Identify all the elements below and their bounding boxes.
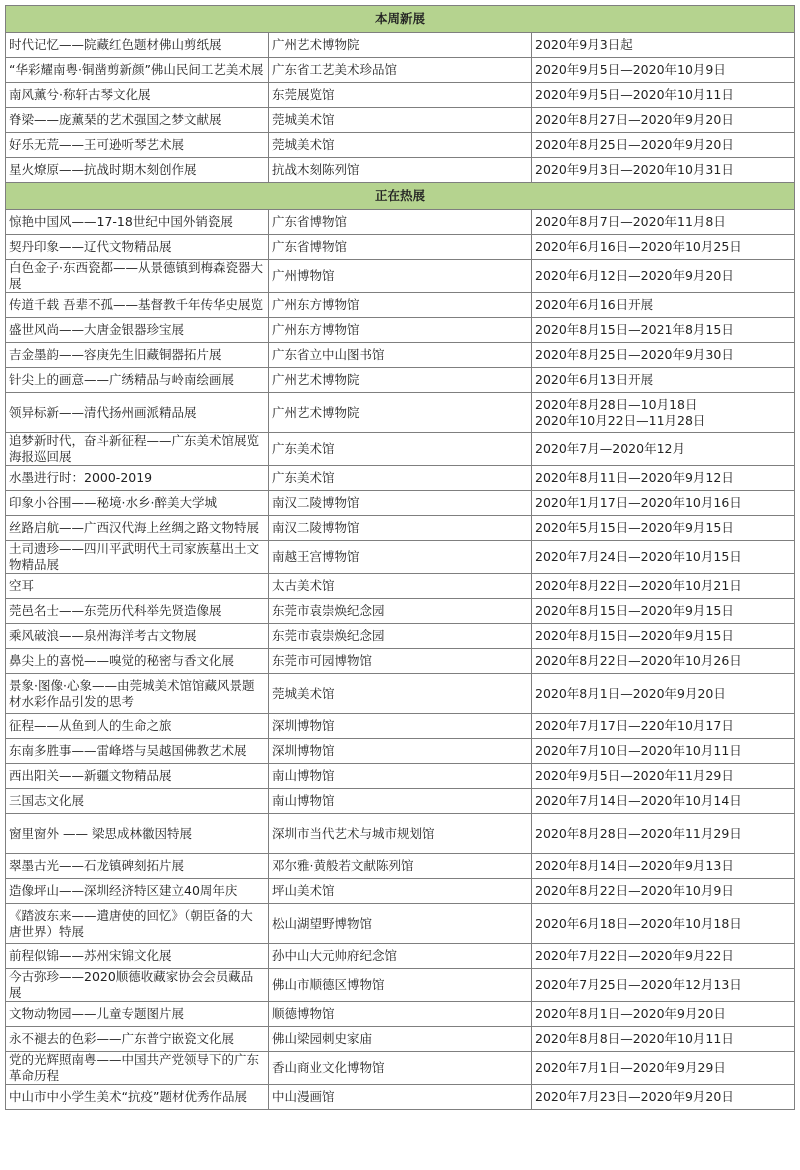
exhibition-venue: 莞城美术馆 (269, 108, 532, 133)
exhibition-venue: 广东美术馆 (269, 466, 532, 491)
table-row (6, 58, 795, 83)
table-row (6, 814, 795, 854)
exhibition-dates (532, 764, 795, 789)
exhibition-venue: 坪山美术馆 (269, 879, 532, 904)
exhibition-dates (532, 210, 795, 235)
exhibition-venue: 抗战木刻陈列馆 (269, 158, 532, 183)
exhibition-table-container (5, 5, 795, 1110)
date-line: 2020年7月23日—2020年9月20日 (535, 1089, 734, 1104)
table-row (6, 210, 795, 235)
exhibition-venue: 莞城美术馆 (269, 674, 532, 714)
date-line: 2020年7月17日—220年10月17日 (535, 718, 734, 733)
exhibition-dates (532, 260, 795, 293)
exhibition-name: 好乐无荒——王可逊听琴艺术展 (6, 133, 269, 158)
exhibition-dates (532, 944, 795, 969)
section-header-row (6, 6, 795, 33)
exhibition-dates (532, 516, 795, 541)
exhibition-venue: 东莞市袁崇焕纪念园 (269, 599, 532, 624)
date-line: 2020年8月22日—2020年10月26日 (535, 653, 742, 668)
table-row (6, 1002, 795, 1027)
date-line: 2020年8月14日—2020年9月13日 (535, 858, 734, 873)
exhibition-name: 造像坪山——深圳经济特区建立40周年庆 (6, 879, 269, 904)
table-row (6, 133, 795, 158)
exhibition-venue: 南汉二陵博物馆 (269, 516, 532, 541)
exhibition-venue: 广州艺术博物院 (269, 368, 532, 393)
date-line: 2020年6月16日—2020年10月25日 (535, 239, 742, 254)
exhibition-name: 针尖上的画意——广绣精品与岭南绘画展 (6, 368, 269, 393)
date-line: 2020年7月—2020年12月 (535, 441, 685, 456)
table-row (6, 1085, 795, 1110)
exhibition-venue: 太古美术馆 (269, 574, 532, 599)
exhibition-name: 东南多胜事——雷峰塔与吴越国佛教艺术展 (6, 739, 269, 764)
date-line: 2020年8月1日—2020年9月20日 (535, 1006, 726, 1021)
exhibition-dates (532, 1052, 795, 1085)
table-row (6, 574, 795, 599)
exhibition-name: 星火燎原——抗战时期木刻创作展 (6, 158, 269, 183)
exhibition-dates (532, 108, 795, 133)
exhibition-dates (532, 368, 795, 393)
table-row (6, 649, 795, 674)
exhibition-name: 翠墨古光——石龙镇碑刻拓片展 (6, 854, 269, 879)
exhibition-dates (532, 674, 795, 714)
date-line: 2020年1月17日—2020年10月16日 (535, 495, 742, 510)
date-line: 2020年8月27日—2020年9月20日 (535, 112, 734, 127)
exhibition-name: 追梦新时代，奋斗新征程——广东美术馆展览海报巡回展 (6, 433, 269, 466)
date-line: 2020年8月8日—2020年10月11日 (535, 1031, 734, 1046)
table-row (6, 789, 795, 814)
exhibition-dates (532, 33, 795, 58)
exhibition-table-body (6, 6, 795, 1110)
date-line: 2020年7月22日—2020年9月22日 (535, 948, 734, 963)
table-row (6, 466, 795, 491)
section-heading: 本周新展 (6, 6, 795, 33)
exhibition-name: 文物动物园——儿童专题图片展 (6, 1002, 269, 1027)
table-row (6, 368, 795, 393)
exhibition-venue: 东莞市袁崇焕纪念园 (269, 624, 532, 649)
table-row (6, 969, 795, 1002)
table-row (6, 714, 795, 739)
exhibition-venue: 深圳市当代艺术与城市规划馆 (269, 814, 532, 854)
table-row (6, 516, 795, 541)
exhibition-venue: 南山博物馆 (269, 764, 532, 789)
exhibition-name: 南风薰兮·称轩古琴文化展 (6, 83, 269, 108)
exhibition-dates (532, 574, 795, 599)
exhibition-name: “华彩耀南粤·铜凿剪新颜”佛山民间工艺美术展 (6, 58, 269, 83)
exhibition-name: 惊艳中国风——17-18世纪中国外销瓷展 (6, 210, 269, 235)
date-line: 2020年8月22日—2020年10月9日 (535, 883, 734, 898)
exhibition-dates (532, 491, 795, 516)
exhibition-name: 中山市中小学生美术“抗疫”题材优秀作品展 (6, 1085, 269, 1110)
exhibition-dates (532, 133, 795, 158)
exhibition-venue: 中山漫画馆 (269, 1085, 532, 1110)
date-line: 2020年8月28日—2020年11月29日 (535, 825, 742, 841)
exhibition-dates (532, 714, 795, 739)
exhibition-name: 乘风破浪——泉州海洋考古文物展 (6, 624, 269, 649)
table-row (6, 904, 795, 944)
exhibition-dates (532, 649, 795, 674)
exhibition-name: 契丹印象——辽代文物精品展 (6, 235, 269, 260)
table-row (6, 1027, 795, 1052)
exhibition-venue: 顺德博物馆 (269, 1002, 532, 1027)
exhibition-venue: 香山商业文化博物馆 (269, 1052, 532, 1085)
exhibition-venue: 广东省博物馆 (269, 210, 532, 235)
exhibition-dates (532, 393, 795, 433)
date-line: 2020年10月22日—11月28日 (535, 412, 706, 428)
table-row (6, 235, 795, 260)
exhibition-venue: 佛山市顺德区博物馆 (269, 969, 532, 1002)
date-line: 2020年6月13日开展 (535, 372, 654, 387)
date-line: 2020年7月1日—2020年9月29日 (535, 1060, 726, 1075)
exhibition-name: 土司遗珍——四川平武明代土司家族墓出土文物精品展 (6, 541, 269, 574)
date-line: 2020年8月1日—2020年9月20日 (535, 685, 726, 701)
exhibition-name: 永不褪去的色彩——广东普宁嵌瓷文化展 (6, 1027, 269, 1052)
exhibition-name: 脊梁——庞薰琹的艺术强国之梦文献展 (6, 108, 269, 133)
exhibition-dates (532, 343, 795, 368)
exhibition-name: 空耳 (6, 574, 269, 599)
exhibition-venue: 广东省立中山图书馆 (269, 343, 532, 368)
exhibition-venue: 广东省工艺美术珍品馆 (269, 58, 532, 83)
table-row (6, 491, 795, 516)
table-row (6, 879, 795, 904)
exhibition-venue: 孙中山大元帅府纪念馆 (269, 944, 532, 969)
date-line: 2020年8月7日—2020年11月8日 (535, 214, 726, 229)
exhibition-name: 白色金子·东西瓷都——从景德镇到梅森瓷器大展 (6, 260, 269, 293)
exhibition-venue: 松山湖望野博物馆 (269, 904, 532, 944)
exhibition-dates (532, 158, 795, 183)
table-row (6, 944, 795, 969)
exhibition-name: 党的光辉照南粤——中国共产党领导下的广东革命历程 (6, 1052, 269, 1085)
exhibition-name: 领异标新——清代扬州画派精品展 (6, 393, 269, 433)
date-line: 2020年7月10日—2020年10月11日 (535, 743, 742, 758)
date-line: 2020年8月11日—2020年9月12日 (535, 470, 734, 485)
exhibition-name: 时代记忆——院藏红色题材佛山剪纸展 (6, 33, 269, 58)
table-row (6, 764, 795, 789)
exhibition-name: 窗里窗外 —— 梁思成林徽因特展 (6, 814, 269, 854)
date-line: 2020年6月12日—2020年9月20日 (535, 268, 734, 283)
date-line: 2020年8月15日—2020年9月15日 (535, 603, 734, 618)
exhibition-dates (532, 83, 795, 108)
exhibition-dates (532, 879, 795, 904)
exhibition-dates (532, 318, 795, 343)
exhibition-venue: 广州博物馆 (269, 260, 532, 293)
exhibition-name: 莞邑名士——东莞历代科举先贤造像展 (6, 599, 269, 624)
table-row (6, 393, 795, 433)
date-line: 2020年7月25日—2020年12月13日 (535, 977, 742, 992)
exhibition-dates (532, 739, 795, 764)
table-row (6, 433, 795, 466)
exhibition-venue: 东莞展览馆 (269, 83, 532, 108)
exhibition-venue: 南山博物馆 (269, 789, 532, 814)
exhibition-name: 三国志文化展 (6, 789, 269, 814)
table-row (6, 739, 795, 764)
exhibition-venue: 莞城美术馆 (269, 133, 532, 158)
exhibition-dates (532, 599, 795, 624)
exhibition-dates (532, 1002, 795, 1027)
date-line: 2020年8月15日—2021年8月15日 (535, 322, 734, 337)
date-line: 2020年7月24日—2020年10月15日 (535, 549, 742, 564)
exhibition-venue: 东莞市可园博物馆 (269, 649, 532, 674)
date-line: 2020年8月28日—10月18日 (535, 396, 698, 412)
exhibition-dates (532, 235, 795, 260)
table-row (6, 293, 795, 318)
table-row (6, 83, 795, 108)
exhibition-venue: 南越王宫博物馆 (269, 541, 532, 574)
exhibition-dates (532, 789, 795, 814)
exhibition-venue: 广东美术馆 (269, 433, 532, 466)
exhibition-name: 景象·图像·心象——由莞城美术馆馆藏风景题材水彩作品引发的思考 (6, 674, 269, 714)
date-line: 2020年6月16日开展 (535, 297, 654, 312)
exhibition-name: 水墨进行时：2000-2019 (6, 466, 269, 491)
section-header-row (6, 183, 795, 210)
table-row (6, 108, 795, 133)
exhibition-venue: 深圳博物馆 (269, 739, 532, 764)
exhibition-name: 丝路启航——广西汉代海上丝绸之路文物特展 (6, 516, 269, 541)
date-line: 2020年7月14日—2020年10月14日 (535, 793, 742, 808)
exhibition-table (5, 5, 795, 1110)
exhibition-dates (532, 1027, 795, 1052)
exhibition-venue: 广州艺术博物院 (269, 393, 532, 433)
exhibition-dates (532, 904, 795, 944)
date-line: 2020年8月25日—2020年9月20日 (535, 137, 734, 152)
table-row (6, 599, 795, 624)
exhibition-name: 吉金墨韵——容庚先生旧藏铜器拓片展 (6, 343, 269, 368)
exhibition-venue: 广东省博物馆 (269, 235, 532, 260)
exhibition-name: 鼻尖上的喜悦——嗅觉的秘密与香文化展 (6, 649, 269, 674)
date-line: 2020年6月18日—2020年10月18日 (535, 915, 742, 931)
exhibition-venue: 佛山梁园刺史家庙 (269, 1027, 532, 1052)
exhibition-name: 《踏波东来——遣唐使的回忆》（朝臣备的大唐世界）特展 (6, 904, 269, 944)
exhibition-name: 今古弥珍——2020顺德收藏家协会会员藏品展 (6, 969, 269, 1002)
date-line: 2020年9月5日—2020年11月29日 (535, 768, 734, 783)
exhibition-venue: 广州艺术博物院 (269, 33, 532, 58)
table-row (6, 541, 795, 574)
table-row (6, 158, 795, 183)
exhibition-name: 印象小谷围——秘境·水乡·醉美大学城 (6, 491, 269, 516)
exhibition-name: 西出阳关——新疆文物精品展 (6, 764, 269, 789)
exhibition-name: 前程似锦——苏州宋锦文化展 (6, 944, 269, 969)
table-row (6, 343, 795, 368)
exhibition-dates (532, 814, 795, 854)
exhibition-dates (532, 433, 795, 466)
exhibition-venue: 邓尔雅·黄般若文献陈列馆 (269, 854, 532, 879)
date-line: 2020年8月22日—2020年10月21日 (535, 578, 742, 593)
table-row (6, 318, 795, 343)
exhibition-dates (532, 541, 795, 574)
table-row (6, 260, 795, 293)
table-row (6, 674, 795, 714)
date-line: 2020年9月3日—2020年10月31日 (535, 162, 734, 177)
exhibition-dates (532, 969, 795, 1002)
date-line: 2020年8月25日—2020年9月30日 (535, 347, 734, 362)
exhibition-dates (532, 624, 795, 649)
date-line: 2020年8月15日—2020年9月15日 (535, 628, 734, 643)
date-line: 2020年9月5日—2020年10月11日 (535, 87, 734, 102)
date-line: 2020年5月15日—2020年9月15日 (535, 520, 734, 535)
table-row (6, 624, 795, 649)
exhibition-name: 传道千载 吾辈不孤——基督教千年传华史展览 (6, 293, 269, 318)
exhibition-dates (532, 58, 795, 83)
exhibition-dates (532, 1085, 795, 1110)
table-row (6, 1052, 795, 1085)
exhibition-venue: 深圳博物馆 (269, 714, 532, 739)
date-line: 2020年9月5日—2020年10月9日 (535, 62, 726, 77)
section-heading: 正在热展 (6, 183, 795, 210)
exhibition-venue: 南汉二陵博物馆 (269, 491, 532, 516)
date-line: 2020年9月3日起 (535, 37, 633, 52)
exhibition-venue: 广州东方博物馆 (269, 293, 532, 318)
table-row (6, 854, 795, 879)
exhibition-venue: 广州东方博物馆 (269, 318, 532, 343)
exhibition-dates (532, 854, 795, 879)
exhibition-name: 盛世风尚——大唐金银器珍宝展 (6, 318, 269, 343)
exhibition-name: 征程——从鱼到人的生命之旅 (6, 714, 269, 739)
exhibition-dates (532, 466, 795, 491)
exhibition-dates (532, 293, 795, 318)
table-row (6, 33, 795, 58)
